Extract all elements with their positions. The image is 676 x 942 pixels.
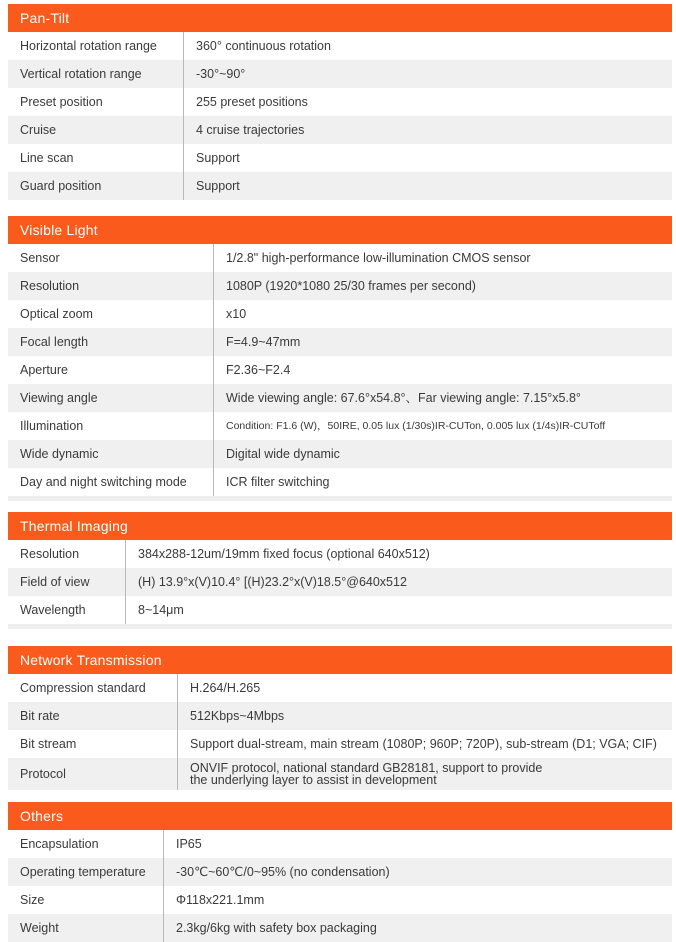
section-header: Pan-Tilt [8, 4, 672, 32]
spec-value: 384x288-12um/19mm fixed focus (optional 640x512) [138, 547, 430, 561]
spec-value: 255 preset positions [196, 95, 308, 109]
section-thermal-imaging [8, 512, 672, 629]
spec-value: 360° continuous rotation [196, 39, 331, 53]
spec-value: IP65 [176, 837, 202, 851]
spec-value: Φ118x221.1mm [176, 893, 265, 907]
spec-value: 2.3kg/6kg with safety box packaging [176, 921, 377, 935]
spec-row [8, 356, 672, 384]
spec-label: Sensor [8, 244, 214, 272]
spec-value: (H) 13.9°x(V)10.4° [(H)23.2°x(V)18.5°@640x512 [138, 575, 407, 589]
spec-label: Compression standard [8, 674, 178, 702]
spec-row [8, 384, 672, 412]
spec-row [8, 830, 672, 858]
spec-label: Line scan [8, 144, 184, 172]
spec-value: H.264/H.265 [190, 681, 261, 695]
spec-value: ONVIF protocol, national standard GB28181, support to provide the underlying layer to assist in development [190, 761, 543, 787]
spec-label: Wide dynamic [8, 440, 214, 468]
spec-label: Operating temperature [8, 858, 164, 886]
spec-row [8, 540, 672, 568]
spec-row [8, 674, 672, 702]
spec-label: Preset position [8, 88, 184, 116]
spec-value: Condition: F1.6 (W)，50IRE, 0.05 lux (1/30s)IR-CUTon, 0.005 lux (1/4s)IR-CUToff [226, 420, 606, 432]
spec-row [8, 32, 672, 60]
spec-value: F=4.9~47mm [226, 335, 301, 349]
spec-row [8, 440, 672, 468]
spec-row [8, 300, 672, 328]
section-visible-light [8, 216, 672, 501]
spec-value: Support [196, 179, 240, 193]
spec-label: Day and night switching mode [8, 468, 214, 496]
spec-label: Encapsulation [8, 830, 164, 858]
spec-label: Viewing angle [8, 384, 214, 412]
spec-value: F2.36~F2.4 [226, 363, 291, 377]
spec-value: Digital wide dynamic [226, 447, 340, 461]
spec-label: Cruise [8, 116, 184, 144]
spec-label: Vertical rotation range [8, 60, 184, 88]
spec-label: Horizontal rotation range [8, 32, 184, 60]
spec-row [8, 596, 672, 624]
section-pan-tilt [8, 4, 672, 200]
spec-value: Support dual-stream, main stream (1080P; 960P; 720P), sub-stream (D1; VGA; CIF) [190, 737, 657, 751]
spec-value: 4 cruise trajectories [196, 123, 305, 137]
spec-label: Focal length [8, 328, 214, 356]
spec-label: Weight [8, 914, 164, 942]
section-divider [8, 624, 672, 629]
spec-value: 1080P (1920*1080 25/30 frames per second) [226, 279, 476, 293]
spec-label: Optical zoom [8, 300, 214, 328]
spec-label: Protocol [8, 758, 178, 790]
spec-row [8, 468, 672, 496]
spec-row [8, 244, 672, 272]
spec-value: Wide viewing angle: 67.6°x54.8°、Far viewing angle: 7.15°x5.8° [226, 391, 581, 405]
spec-value: Support [196, 151, 240, 165]
spec-row [8, 702, 672, 730]
section-network-transmission [8, 646, 672, 790]
spec-label: Wavelength [8, 596, 126, 624]
spec-row [8, 144, 672, 172]
spec-row [8, 730, 672, 758]
spec-row [8, 568, 672, 596]
spec-value: 512Kbps~4Mbps [190, 709, 285, 723]
spec-row [8, 412, 672, 440]
spec-value: ICR filter switching [226, 475, 330, 489]
spec-row [8, 886, 672, 914]
spec-label: Guard position [8, 172, 184, 200]
section-others [8, 802, 672, 942]
section-header: Network Transmission [8, 646, 672, 674]
section-header: Visible Light [8, 216, 672, 244]
spec-row [8, 328, 672, 356]
spec-value: 1/2.8" high-performance low-illumination CMOS sensor [226, 251, 531, 265]
spec-label: Bit rate [8, 702, 178, 730]
spec-value: -30℃~60℃/0~95% (no condensation) [176, 865, 390, 879]
section-divider [8, 496, 672, 501]
section-header: Others [8, 802, 672, 830]
section-header: Thermal Imaging [8, 512, 672, 540]
spec-row [8, 116, 672, 144]
spec-row [8, 172, 672, 200]
spec-label: Bit stream [8, 730, 178, 758]
spec-label: Illumination [8, 412, 214, 440]
spec-row [8, 88, 672, 116]
spec-label: Aperture [8, 356, 214, 384]
spec-label: Field of view [8, 568, 126, 596]
spec-value: x10 [226, 307, 247, 321]
spec-label: Size [8, 886, 164, 914]
spec-label: Resolution [8, 272, 214, 300]
spec-row [8, 914, 672, 942]
spec-row [8, 758, 672, 790]
spec-row [8, 272, 672, 300]
spec-row [8, 858, 672, 886]
spec-label: Resolution [8, 540, 126, 568]
spec-value: 8~14μm [138, 603, 184, 617]
spec-value: -30°~90° [196, 67, 246, 81]
spec-row [8, 60, 672, 88]
